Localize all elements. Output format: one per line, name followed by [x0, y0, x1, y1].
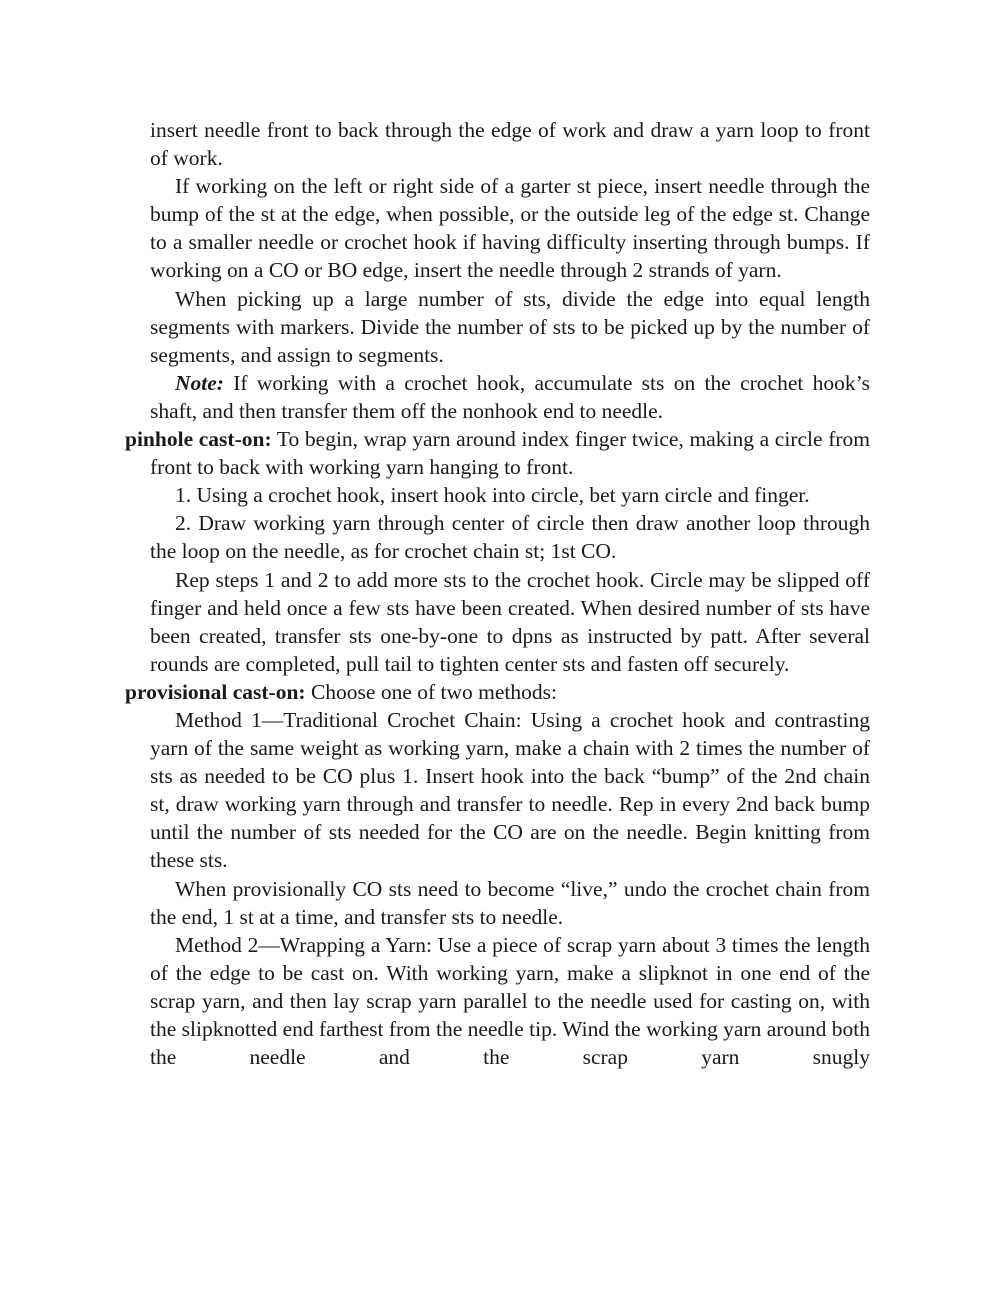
paragraph-text: If working on the left or right side of a garter st piece, insert needle through the bump of the st at the edge, when possible, or the outside leg of the edge st. Change to a smaller needle or crochet hook if having difficulty inserting through bumps. If working on a CO or BO edge, insert the needle through 2 strands of yarn.: [150, 174, 870, 283]
paragraph-text: When picking up a large number of sts, divide the edge into equal length segments with markers. Divide the number of sts to be picked up by the number of segments, and assign to segments.: [150, 286, 870, 367]
glossary-entry-provisional: [125, 678, 870, 706]
paragraph-method-1: [150, 706, 870, 875]
paragraph-repeat-steps: [150, 566, 870, 678]
paragraph-garter-edge: [150, 172, 870, 284]
paragraph-text: insert needle front to back through the edge of work and draw a yarn loop to front of work.: [150, 118, 870, 171]
paragraph-text: Method 1—Traditional Crochet Chain: Using a crochet hook and contrasting yarn of the same weight as working yarn, make a chain with 2 times the number of sts as needed to be CO plus 1. Insert hook into the back “bump” of the 2nd chain st, draw working yarn through and transfer to needle. Rep in every 2nd back bump until the number of sts needed for the CO are on the needle. Begin knitting from these sts.: [150, 707, 870, 873]
paragraph-large-number: [150, 285, 870, 369]
paragraph-text: 2. Draw working yarn through center of circle then draw another loop through the loop on the needle, as for crochet chain st; 1st CO.: [150, 511, 870, 564]
body-text: [125, 116, 871, 1071]
note-text: If working with a crochet hook, accumulate sts on the crochet hook’s shaft, and then transfer them off the nonhook end to needle.: [150, 370, 870, 423]
paragraph-text: When provisionally CO sts need to become “live,” undo the crochet chain from the end, 1 st at a time, and transfer sts to needle.: [150, 876, 870, 929]
paragraph-text: 1. Using a crochet hook, insert hook into circle, bet yarn circle and finger.: [175, 483, 810, 508]
paragraph-text: Rep steps 1 and 2 to add more sts to the crochet hook. Circle may be slipped off finger and held once a few sts have been created. When desired number of sts have been created, transfer sts one-by-one to dpns as instructed by patt. After several rounds are completed, pull tail to tighten center sts and fasten off securely.: [150, 567, 870, 676]
note-label: Note:: [175, 370, 224, 395]
glossary-entry-pinhole: [125, 425, 870, 481]
paragraph-step-1: [150, 481, 870, 509]
paragraph-text: Method 2—Wrapping a Yarn: Use a piece of scrap yarn about 3 times the length of the edge to be cast on. With working yarn, make a slipknot in one end of the scrap yarn, and then lay scrap yarn parallel to the needle used for casting on, with the slipknotted end farthest from the needle tip. Wind the working yarn around both the needle and the scrap yarn snugly: [150, 932, 871, 1070]
glossary-definition: Choose one of two methods:: [305, 679, 557, 704]
paragraph-continuation: [150, 116, 870, 172]
paragraph-note: [150, 369, 870, 425]
paragraph-live-sts: [150, 875, 870, 931]
glossary-term: provisional cast-on:: [125, 679, 306, 704]
glossary-term: pinhole cast-on:: [125, 427, 272, 452]
glossary-definition: To begin, wrap yarn around index finger twice, making a circle from front to back with working yarn hanging to front.: [150, 427, 870, 480]
paragraph-step-2: [150, 509, 870, 565]
paragraph-method-2: [150, 931, 870, 1071]
